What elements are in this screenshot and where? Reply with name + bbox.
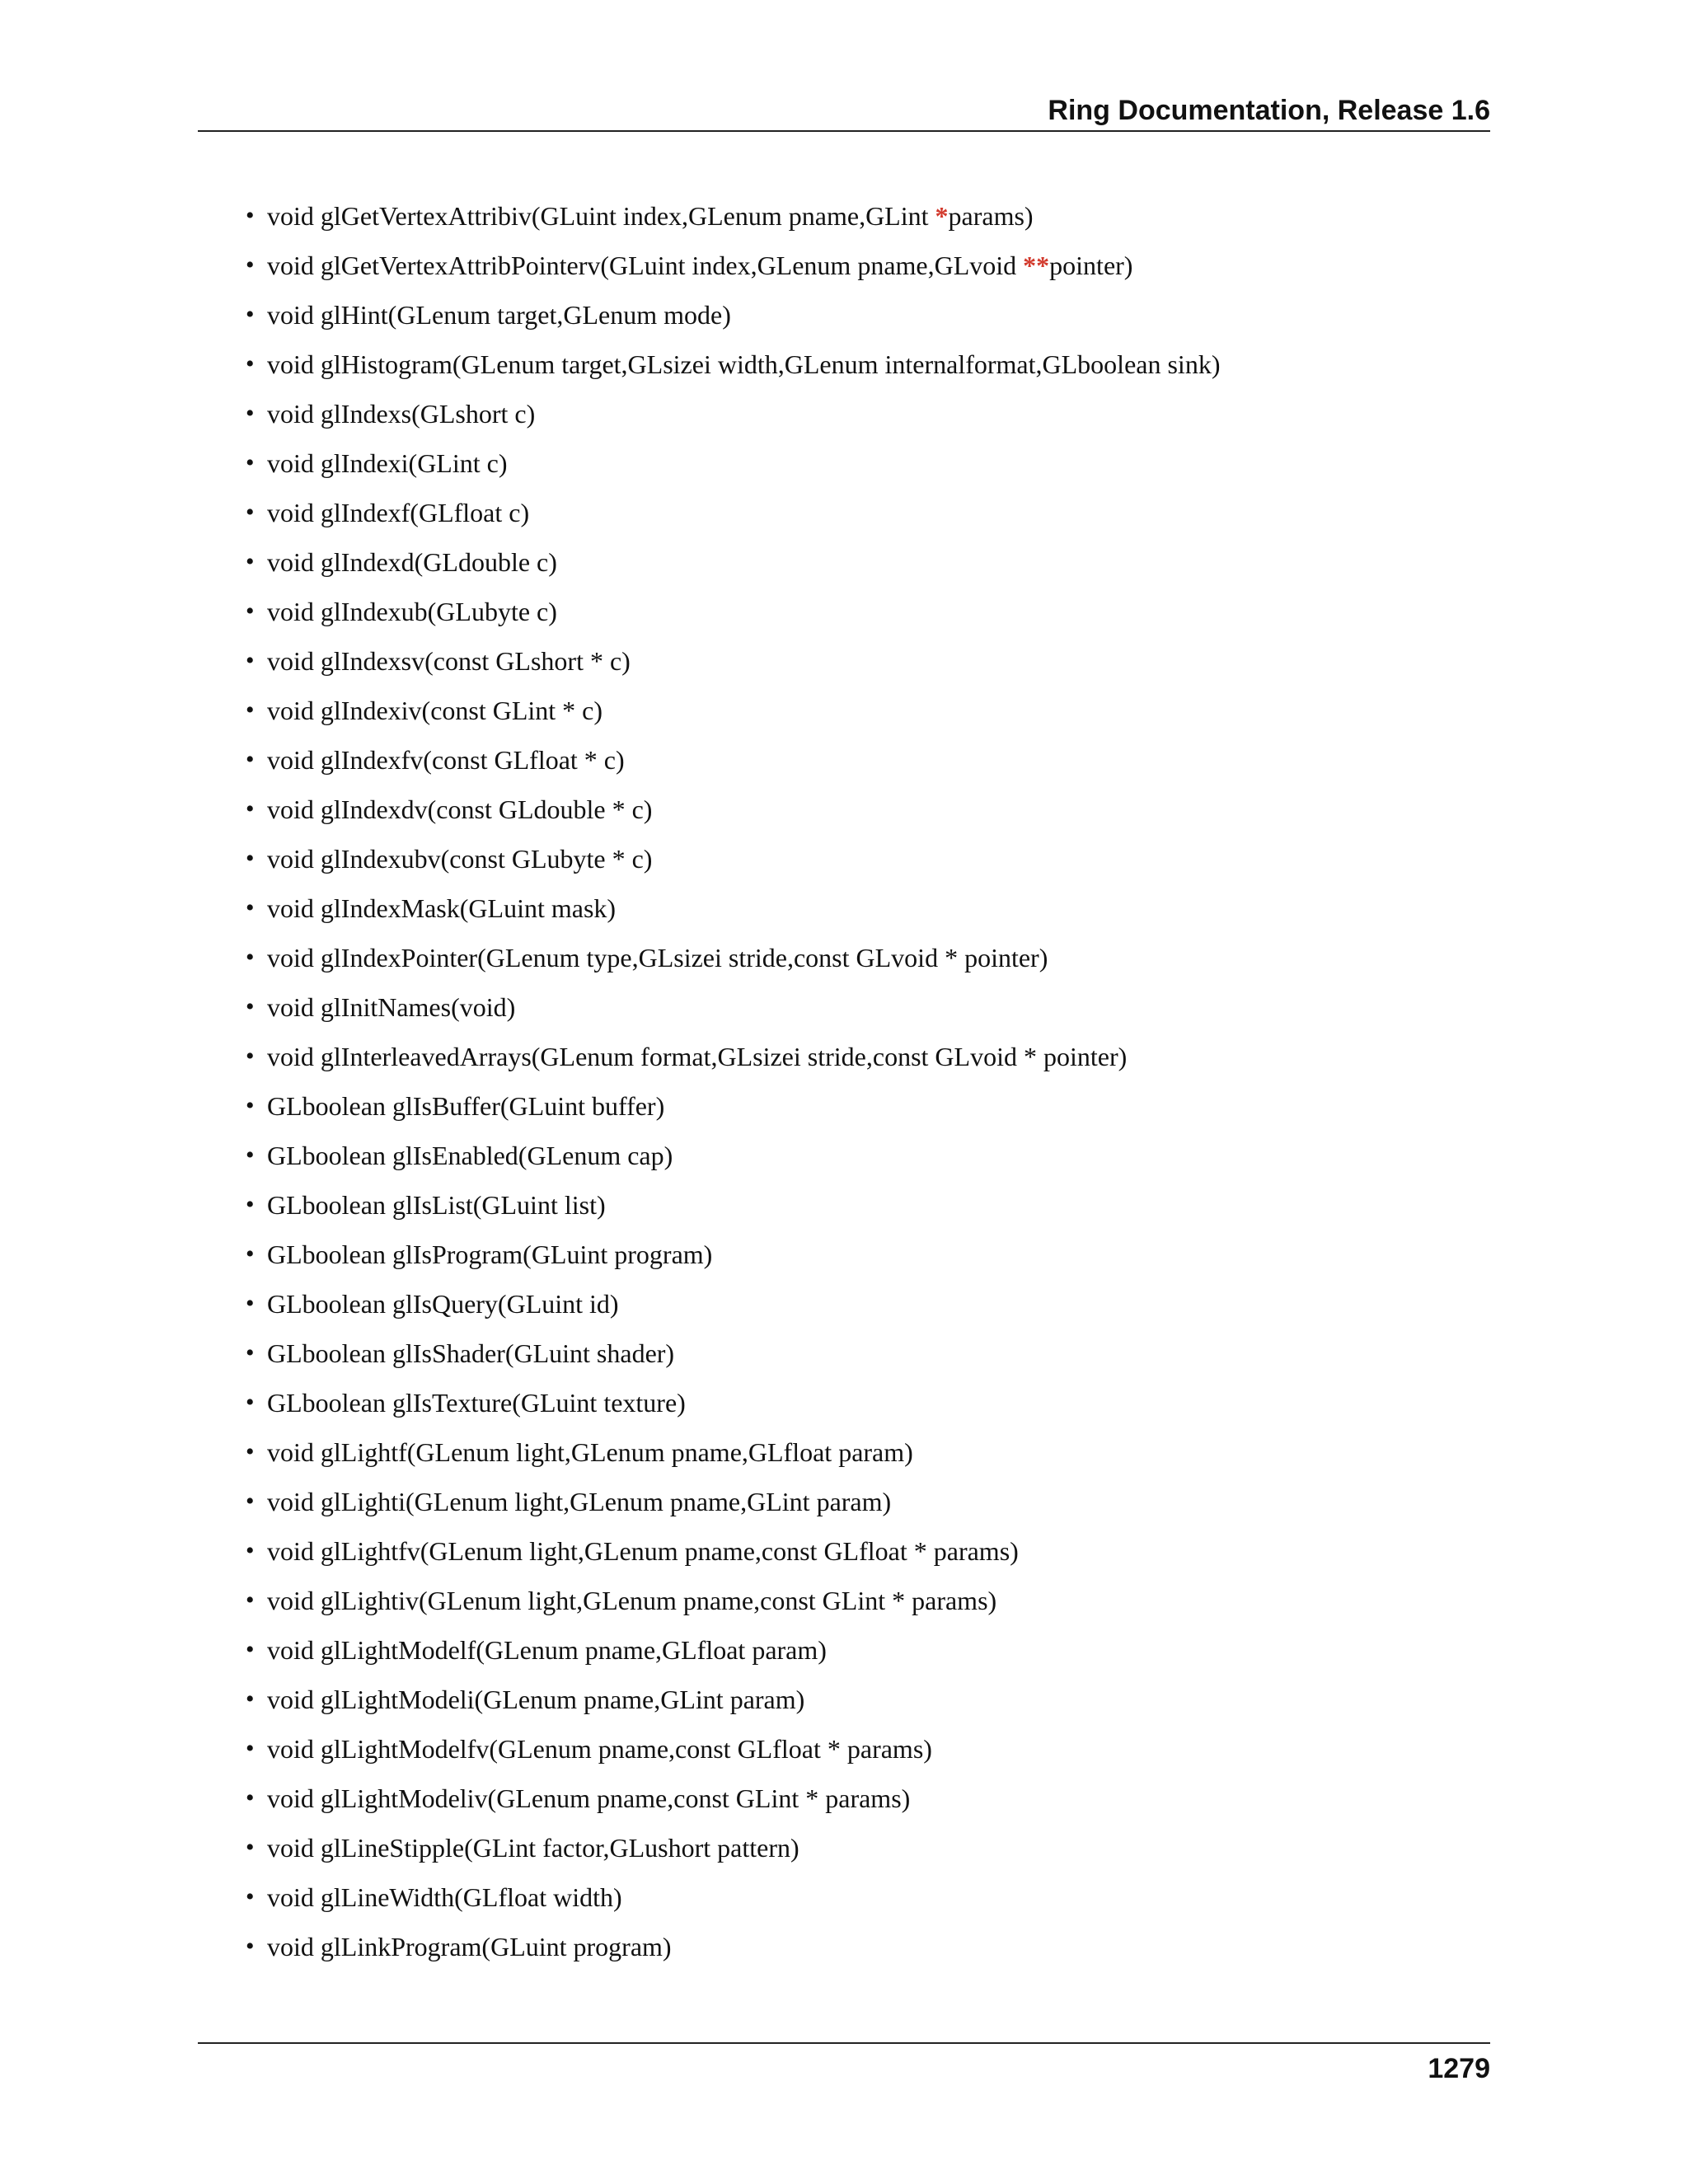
bullet-icon: • (246, 1290, 255, 1317)
list-item (198, 1576, 1490, 1625)
signature-text: GLboolean glIsProgram(GLuint program) (267, 1240, 713, 1269)
signature-text: GLboolean glIsTexture(GLuint texture) (267, 1388, 686, 1418)
bullet-icon: • (246, 350, 255, 377)
bullet-icon: • (246, 1389, 255, 1416)
bullet-icon: • (246, 1735, 255, 1762)
signature-text: void glIndexdv(const GLdouble * c) (267, 794, 653, 824)
list-item (198, 636, 1490, 686)
signature-text: GLboolean glIsEnabled(GLenum cap) (267, 1141, 673, 1170)
bullet-icon: • (246, 746, 255, 773)
bullet-icon: • (246, 499, 255, 526)
list-item (198, 982, 1490, 1032)
bullet-icon: • (246, 202, 255, 229)
bullet-icon: • (246, 894, 255, 921)
list-item (198, 537, 1490, 587)
list-item (198, 1675, 1490, 1724)
signature-text: void glIndexf(GLfloat c) (267, 498, 530, 527)
bullet-icon: • (246, 944, 255, 971)
signature-text: void glIndexiv(const GLint * c) (267, 696, 603, 725)
list-item (198, 1477, 1490, 1526)
signature-text: GLboolean glIsShader(GLuint shader) (267, 1338, 675, 1368)
bullet-icon: • (246, 845, 255, 872)
signature-text: void glInterleavedArrays(GLenum format,GLsizei stride,const GLvoid * pointer) (267, 1042, 1128, 1071)
signature-text: params) (948, 201, 1034, 231)
bullet-icon: • (246, 449, 255, 476)
bullet-icon: • (246, 1685, 255, 1713)
bullet-icon: • (246, 1191, 255, 1218)
list-item (198, 1625, 1490, 1675)
list-item (198, 1230, 1490, 1279)
bullet-icon: • (246, 301, 255, 328)
bullet-icon: • (246, 993, 255, 1020)
signature-text: void glLightfv(GLenum light,GLenum pname,const GLfloat * params) (267, 1536, 1019, 1566)
bullet-icon: • (246, 1933, 255, 1960)
list-item (198, 438, 1490, 488)
signature-text: GLboolean glIsBuffer(GLuint buffer) (267, 1091, 665, 1121)
function-list (198, 191, 1490, 1971)
bullet-icon: • (246, 1488, 255, 1515)
bullet-icon: • (246, 598, 255, 625)
list-item (198, 834, 1490, 883)
signature-text: void glLightModeliv(GLenum pname,const GLint * params) (267, 1783, 911, 1813)
list-item (198, 1180, 1490, 1230)
signature-text: void glIndexs(GLshort c) (267, 399, 536, 429)
list-item (198, 735, 1490, 785)
signature-text: void glIndexPointer(GLenum type,GLsizei stride,const GLvoid * pointer) (267, 943, 1048, 972)
bullet-icon: • (246, 1834, 255, 1861)
list-item (198, 686, 1490, 735)
signature-text: GLboolean glIsList(GLuint list) (267, 1190, 606, 1220)
bullet-icon: • (246, 548, 255, 575)
list-item (198, 1526, 1490, 1576)
list-item (198, 241, 1490, 290)
list-item (198, 1823, 1490, 1872)
page-number: 1279 (1428, 2053, 1490, 2084)
bullet-icon: • (246, 400, 255, 427)
bullet-icon: • (246, 1636, 255, 1663)
signature-text: void glGetVertexAttribiv(GLuint index,GLenum pname,GLint (267, 201, 935, 231)
bullet-icon: • (246, 647, 255, 674)
list-item (198, 1378, 1490, 1427)
signature-text: void glInitNames(void) (267, 992, 516, 1022)
list-item (198, 1081, 1490, 1131)
list-item (198, 1774, 1490, 1823)
list-item (198, 1724, 1490, 1774)
bullet-icon: • (246, 251, 255, 279)
bullet-icon: • (246, 1883, 255, 1910)
signature-text: void glIndexsv(const GLshort * c) (267, 646, 631, 676)
list-item (198, 883, 1490, 933)
signature-text: void glGetVertexAttribPointerv(GLuint index,GLenum pname,GLvoid (267, 251, 1024, 280)
list-item (198, 1872, 1490, 1922)
list-item (198, 1279, 1490, 1329)
bullet-icon: • (246, 1092, 255, 1119)
list-item (198, 389, 1490, 438)
signature-text: void glLineStipple(GLint factor,GLushort pattern) (267, 1833, 799, 1863)
pointer-marker: * (935, 201, 949, 231)
signature-text: GLboolean glIsQuery(GLuint id) (267, 1289, 619, 1319)
signature-text: void glLightModelf(GLenum pname,GLfloat param) (267, 1635, 827, 1665)
bullet-icon: • (246, 1438, 255, 1465)
list-item (198, 1922, 1490, 1971)
signature-text: void glLightModeli(GLenum pname,GLint param) (267, 1685, 805, 1714)
list-item (198, 587, 1490, 636)
bullet-icon: • (246, 1339, 255, 1366)
signature-text: void glIndexi(GLint c) (267, 448, 508, 478)
list-item (198, 785, 1490, 834)
bullet-icon: • (246, 1586, 255, 1614)
bullet-icon: • (246, 1240, 255, 1268)
signature-text: void glLightModelfv(GLenum pname,const GLfloat * params) (267, 1734, 932, 1764)
list-item (198, 1329, 1490, 1378)
page-footer (198, 2042, 1490, 2084)
bullet-icon: • (246, 795, 255, 823)
bullet-icon: • (246, 1043, 255, 1070)
signature-text: void glLighti(GLenum light,GLenum pname,GLint param) (267, 1487, 892, 1516)
bullet-icon: • (246, 696, 255, 724)
page-header (198, 91, 1490, 132)
list-item (198, 191, 1490, 241)
list-item (198, 1032, 1490, 1081)
signature-text: void glIndexub(GLubyte c) (267, 597, 557, 626)
pointer-marker: ** (1023, 251, 1050, 280)
list-item (198, 290, 1490, 340)
signature-text: void glIndexubv(const GLubyte * c) (267, 844, 653, 874)
list-item (198, 488, 1490, 537)
page-content (198, 191, 1490, 1971)
signature-text: void glLineWidth(GLfloat width) (267, 1882, 622, 1912)
signature-text: void glLinkProgram(GLuint program) (267, 1932, 672, 1961)
signature-text: pointer) (1049, 251, 1133, 280)
bullet-icon: • (246, 1537, 255, 1564)
signature-text: void glLightiv(GLenum light,GLenum pname,const GLint * params) (267, 1586, 997, 1615)
signature-text: void glLightf(GLenum light,GLenum pname,GLfloat param) (267, 1437, 913, 1467)
list-item (198, 1427, 1490, 1477)
list-item (198, 340, 1490, 389)
document-title: Ring Documentation, Release 1.6 (1048, 95, 1490, 126)
bullet-icon: • (246, 1784, 255, 1811)
list-item (198, 1131, 1490, 1180)
bullet-icon: • (246, 1141, 255, 1169)
list-item (198, 933, 1490, 982)
signature-text: void glIndexd(GLdouble c) (267, 547, 557, 577)
signature-text: void glHistogram(GLenum target,GLsizei width,GLenum internalformat,GLboolean sink) (267, 349, 1221, 379)
signature-text: void glIndexfv(const GLfloat * c) (267, 745, 625, 775)
signature-text: void glIndexMask(GLuint mask) (267, 893, 617, 923)
signature-text: void glHint(GLenum target,GLenum mode) (267, 300, 731, 330)
